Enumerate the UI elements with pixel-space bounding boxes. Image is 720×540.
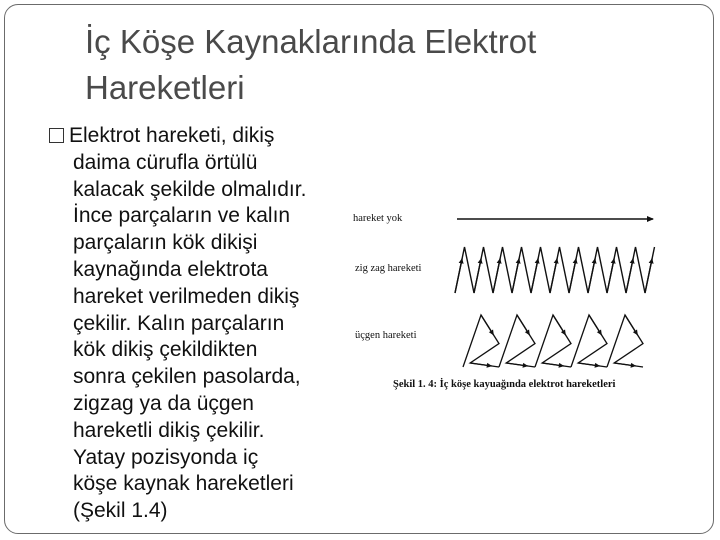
bullet-line: hareket verilmeden dikiş [73, 284, 300, 308]
figure-drawing [345, 197, 675, 397]
bullet-line: kalacak şekilde olmalıdır. [73, 177, 307, 201]
bullet-text [51, 123, 361, 525]
bullet-line: köşe kaynak hareketleri [73, 472, 294, 496]
bullet-line: Elektrot hareketi, dikiş [69, 124, 275, 147]
bullet-line: sonra çekilen pasolarda, [73, 365, 301, 389]
triangle-motion-icon [463, 315, 643, 367]
title-line: İç Köşe Kaynaklarında Elektrot [85, 23, 537, 60]
bullet-line: zigzag ya da üçgen [73, 391, 254, 415]
bullet-line: parçaların kök dikişi [73, 231, 258, 255]
zigzag-motion-icon [455, 247, 655, 293]
slide-title [85, 19, 685, 111]
bullet-line: hareketli dikiş çekilir. [73, 418, 265, 442]
bullet-item [51, 123, 361, 525]
label-no-motion: hareket yok [353, 213, 403, 224]
bullet-line: Yatay pozisyonda iç [73, 445, 259, 469]
bullet-line: İnce parçaların ve kalın [73, 204, 291, 228]
electrode-motion-figure [345, 197, 675, 397]
bullet-line: çekilir. Kalın parçaların [73, 311, 285, 335]
label-triangle-motion: üçgen hareketi [355, 330, 417, 341]
bullet-line: kaynağında elektrota [73, 257, 268, 281]
bullet-line: kök dikiş çekildikten [73, 338, 258, 362]
title-line: Hareketleri [85, 69, 245, 106]
bullet-line: (Şekil 1.4) [73, 499, 168, 523]
figure-caption: Şekil 1. 4: İç köşe kayuağında elektrot hareketleri [393, 379, 616, 390]
bullet-line: daima cürufla örtülü [73, 150, 258, 174]
slide-frame [4, 4, 714, 534]
label-zigzag-motion: zig zag hareketi [355, 263, 422, 274]
bullet-box-icon [49, 128, 64, 143]
